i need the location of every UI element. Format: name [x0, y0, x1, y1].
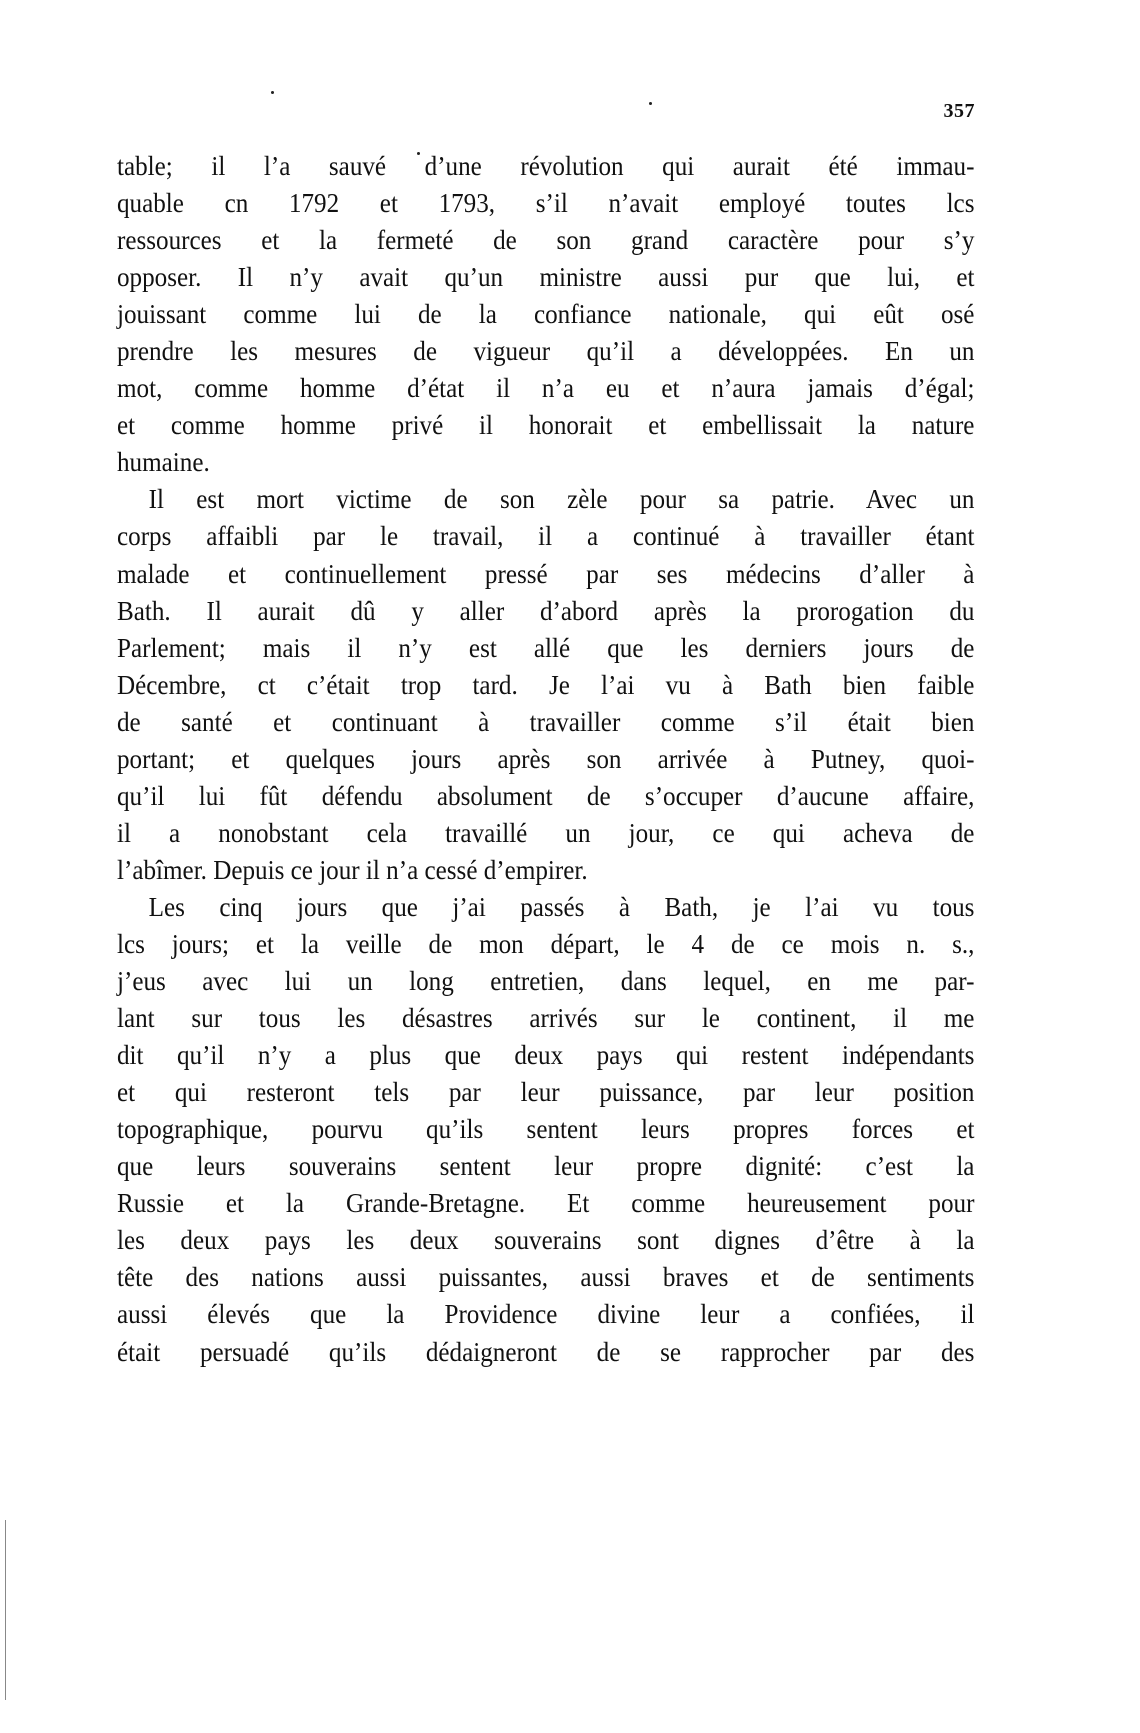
scan-edge-line	[5, 1520, 6, 1700]
text-line: Il est mort victime de son zèle pour sa patrie. Avec un	[148, 484, 975, 515]
text-line: Décembre, ct c’était trop tard. Je l’ai vu à Bath bien faible	[117, 669, 975, 700]
text-line: ressources et la fermeté de son grand caractère pour s’y	[117, 225, 975, 256]
page-number: 357	[943, 100, 975, 122]
text-line: de santé et continuant à travailler comme s’il était bien	[117, 706, 975, 737]
text-line: était persuadé qu’ils dédaigneront de se rapprocher par des	[117, 1336, 975, 1367]
text-line: portant; et quelques jours après son arrivée à Putney, quoi-	[117, 743, 975, 774]
text-line: qu’il lui fût défendu absolument de s’occuper d’aucune affaire,	[117, 780, 975, 811]
text-line: quable cn 1792 et 1793, s’il n’avait employé toutes lcs	[117, 188, 975, 219]
text-line: et qui resteront tels par leur puissance, par leur position	[117, 1077, 975, 1108]
text-line: les deux pays les deux souverains sont dignes d’être à la	[117, 1225, 975, 1256]
text-line: topographique, pourvu qu’ils sentent leurs propres forces et	[117, 1114, 975, 1145]
text-line: lcs jours; et la veille de mon départ, le 4 de ce mois n. s.,	[117, 928, 975, 959]
text-line: j’eus avec lui un long entretien, dans lequel, en me par-	[117, 966, 975, 997]
text-line: table; il l’a sauvé d’une révolution qui aurait été immau-	[117, 151, 975, 181]
text-line: mot, comme homme d’état il n’a eu et n’aura jamais d’égal;	[117, 373, 975, 404]
text-line: aussi élevés que la Providence divine leur a confiées, il	[117, 1299, 975, 1330]
text-line: lant sur tous les désastres arrivés sur le continent, il me	[117, 1003, 975, 1034]
text-line: opposer. Il n’y avait qu’un ministre aussi pur que lui, et	[117, 262, 975, 293]
text-line: Les cinq jours que j’ai passés à Bath, je l’ai vu tous	[148, 891, 975, 922]
text-line: dit qu’il n’y a plus que deux pays qui restent indépendants	[117, 1040, 975, 1071]
body-text	[117, 148, 975, 1371]
scan-speck	[271, 91, 274, 94]
text-line: et comme homme privé il honorait et embellissait la nature	[117, 410, 975, 441]
text-line: corps affaibli par le travail, il a continué à travailler étant	[117, 521, 975, 552]
text-line: jouissant comme lui de la confiance nationale, qui eût osé	[117, 299, 975, 330]
text-line: tête des nations aussi puissantes, aussi braves et de sentiments	[117, 1262, 975, 1293]
text-line: Parlement; mais il n’y est allé que les derniers jours de	[117, 632, 975, 663]
scan-speck	[649, 102, 652, 105]
text-line: prendre les mesures de vigueur qu’il a développées. En un	[117, 336, 975, 367]
text-line: humaine.	[117, 447, 210, 478]
text-line: il a nonobstant cela travaillé un jour, ce qui acheva de	[117, 817, 975, 848]
text-line: l’abîmer. Depuis ce jour il n’a cessé d’empirer.	[117, 854, 588, 885]
text-line: Russie et la Grande-Bretagne. Et comme heureusement pour	[117, 1188, 975, 1219]
text-line: Bath. Il aurait dû y aller d’abord après la prorogation du	[117, 595, 975, 626]
text-line: malade et continuellement pressé par ses médecins d’aller à	[117, 558, 975, 589]
text-line: que leurs souverains sentent leur propre dignité: c’est la	[117, 1151, 975, 1182]
